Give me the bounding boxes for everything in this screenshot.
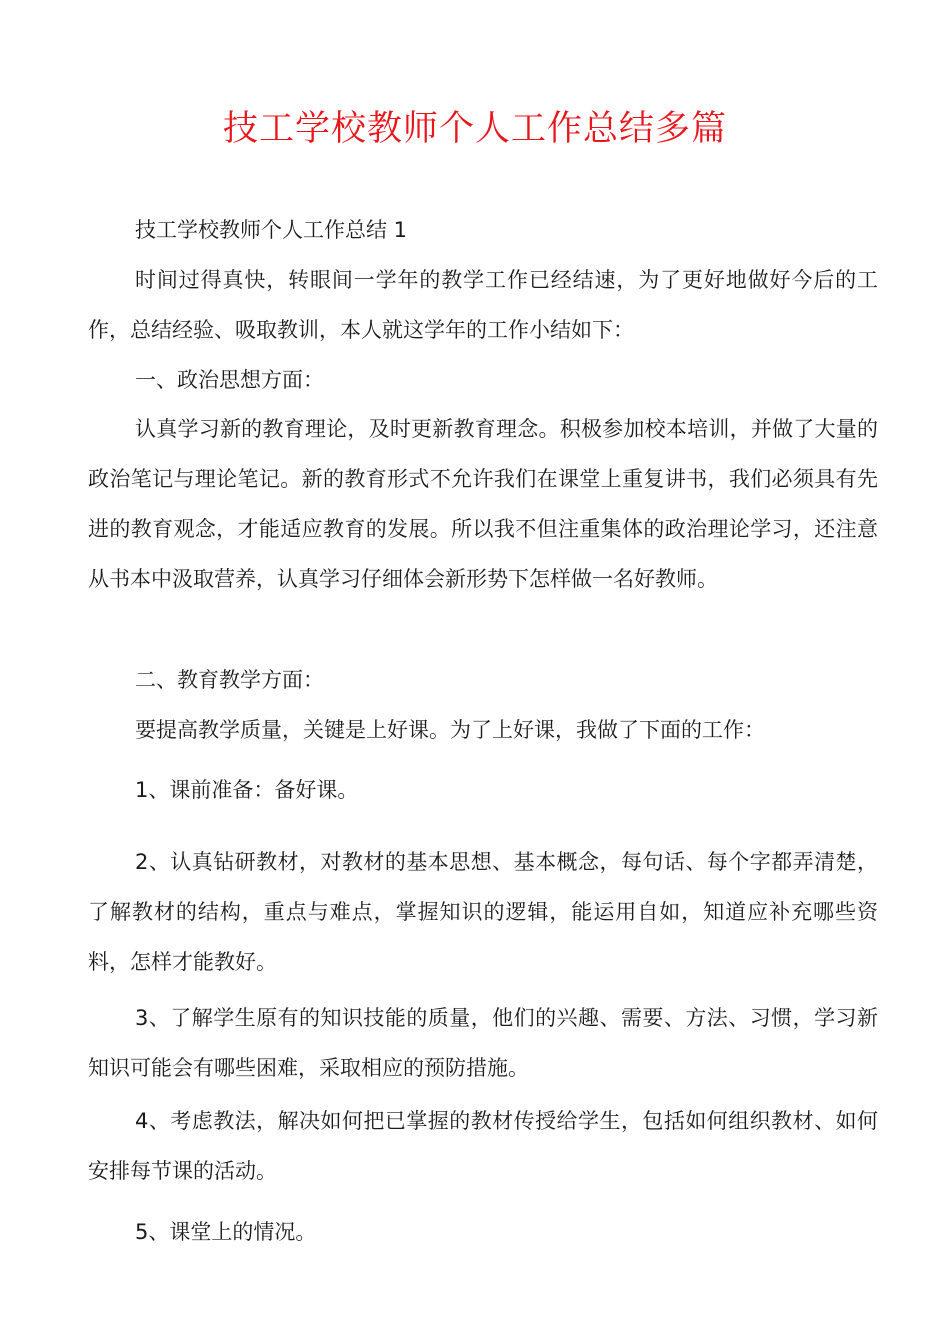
heading-political: 一、政治思想方面：	[135, 368, 324, 392]
section-heading-1: 技工学校教师个人工作总结 1	[135, 218, 408, 242]
paragraph-intro: 时间过得真快，转眼间一学年的教学工作已经结速，为了更好地做好今后的工作，总结经验、吸取教训，本人就这学年的工作小结如下：	[88, 268, 878, 342]
heading-teaching: 二、教育教学方面：	[135, 668, 324, 692]
list-item-4: 4、考虑教法，解决如何把已掌握的教材传授给学生，包括如何组织教材、如何安排每节课的活动。	[88, 1109, 878, 1183]
paragraph-teaching: 要提高教学质量，关键是上好课。为了上好课，我做了下面的工作：	[135, 718, 765, 742]
list-item-1: 1、课前准备：备好课。	[135, 778, 359, 802]
list-item-2: 2、认真钻研教材，对教材的基本思想、基本概念，每句话、每个字都弄清楚，了解教材的结构，重点与难点，掌握知识的逻辑，能运用自如，知道应补充哪些资料，怎样才能教好。	[88, 850, 878, 974]
document-title: 技工学校教师个人工作总结多篇	[222, 109, 727, 149]
list-item-3: 3、了解学生原有的知识技能的质量，他们的兴趣、需要、方法、习惯，学习新知识可能会有哪些困难，采取相应的预防措施。	[88, 1006, 878, 1080]
paragraph-political: 认真学习新的教育理论，及时更新教育理念。积极参加校本培训，并做了大量的政治笔记与理论笔记。新的教育形式不允许我们在课堂上重复讲书，我们必须具有先进的教育观念，才能适应教育的发展。所以我不但注重集体的政治理论学习，还注意从书本中汲取营养，认真学习仔细体会新形势下怎样做一名好教师。	[88, 417, 878, 591]
list-item-5: 5、课堂上的情况。	[135, 1220, 317, 1244]
